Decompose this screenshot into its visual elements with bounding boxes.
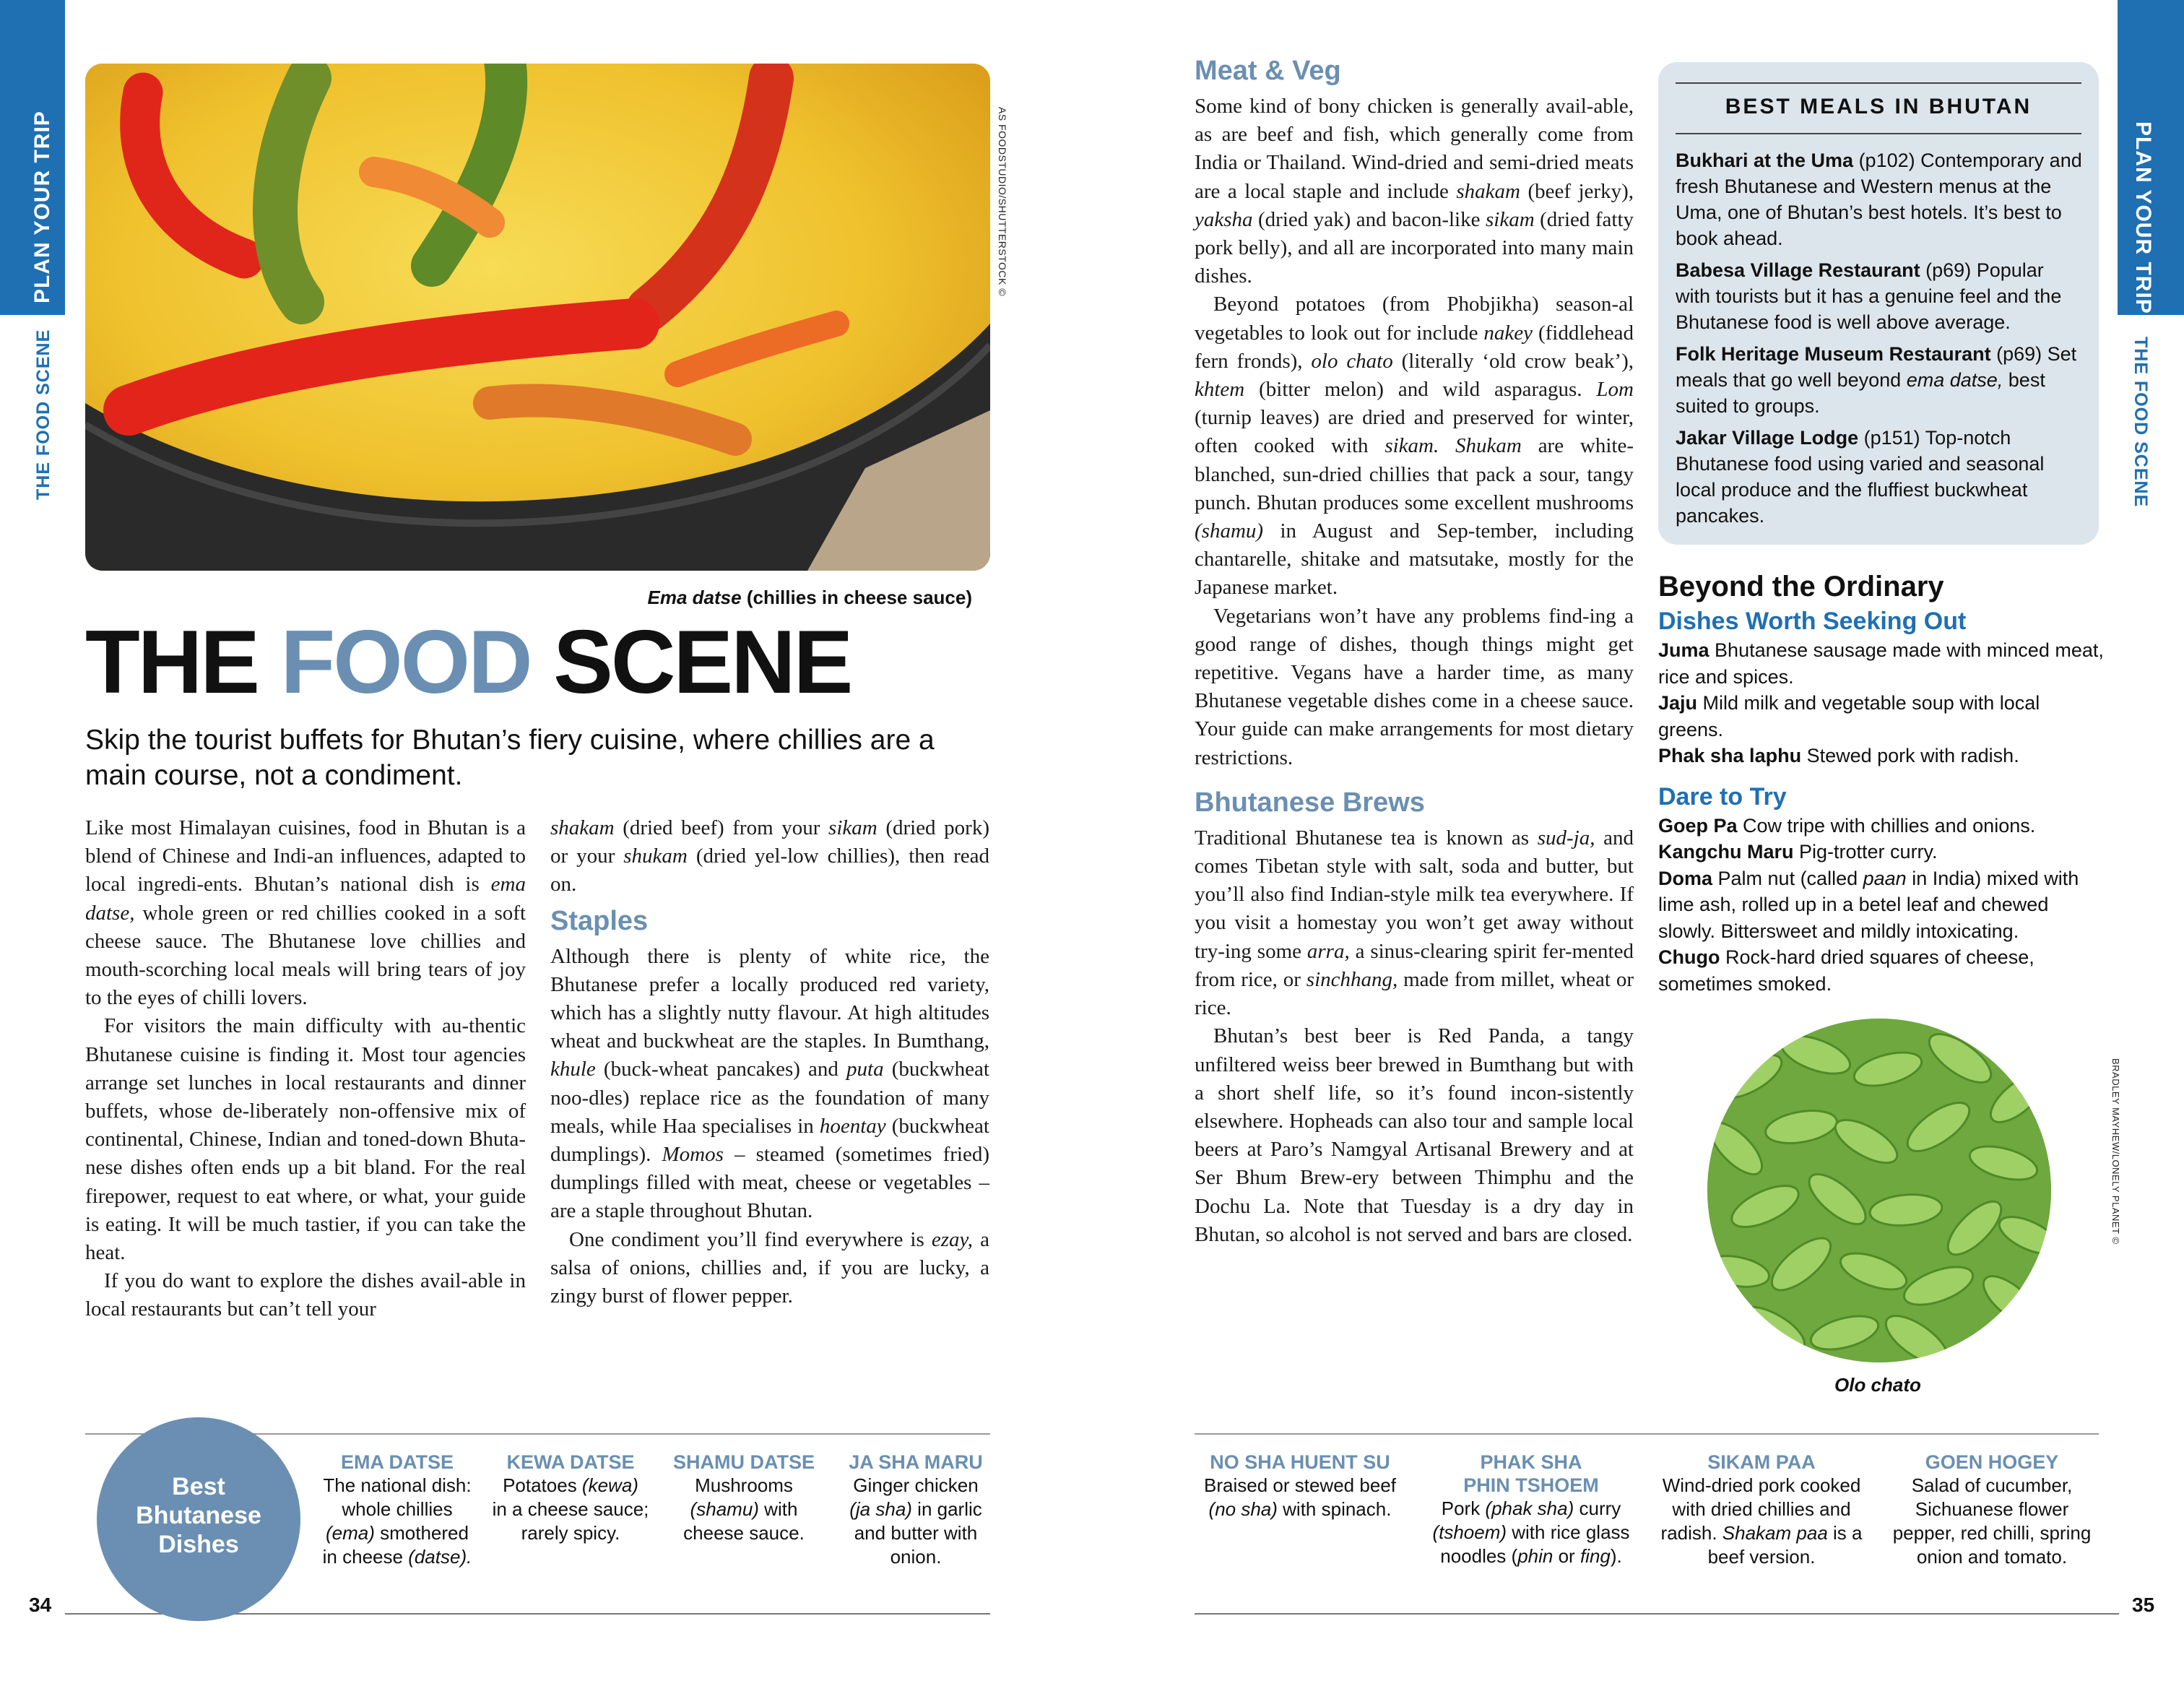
ema-datse-photo [85,64,990,571]
paragraph: Although there is plenty of white rice, the Bhutanese prefer a locally produced red variety, which has a slightly nutty flavour. At high altitudes wheat and buckwheat are the staples. In Bumthang, khule (buck-wheat pancakes) and puta (buckwheat noo-dles) replace rice as the foundation of many meals, while Haa specialises in hoentay (buckwheat dumplings). Momos – steamed (sometimes fried) dumplings filled with meat, cheese or vegetables – are a staple throughout Bhutan. [550,944,989,1223]
left-section-label: THE FOOD SCENE [33,329,53,500]
dish-description: Mushrooms (shamu) with cheese sauce. [683,1474,805,1544]
photo-credit-main: AS FOODSTUDIO/SHUTTERSTOCK © [997,107,1008,297]
photo-caption-main [648,587,972,609]
ema-datse-illustration [85,64,990,571]
paragraph: One condiment you’ll find everywhere is ezay, a salsa of onions, chillies and, if you are lucky, a zingy burst of flower pepper. [550,1227,989,1308]
body-column-1 [85,814,526,1324]
right-tab-label: PLAN YOUR TRIP [2131,121,2155,314]
paragraph: Like most Himalayan cuisines, food in Bhutan is a blend of Chinese and Indi-an influences, adapted to local ingredi-ents. Bhutan’s national dish is ema datse, whole green or red chillies cooked in a soft cheese sauce. The Bhutanese love chillies and mouth-scorching local meals will bring tears of joy to the eyes of chilli lovers. [85,816,526,1010]
heading-meat-veg: Meat & Veg [1195,56,1341,86]
dish-shamu-datse [659,1451,829,1545]
caption-rest: (chillies in cheese sauce) [741,587,972,608]
list-item: Goep Pa Cow tripe with chillies and onions. [1658,814,2036,837]
beyond-the-ordinary [1658,568,2106,997]
dish-description: The national dish: whole chillies (ema) smothered in cheese (datse). [322,1474,472,1568]
best-meals-title: BEST MEALS IN BHUTAN [1725,95,2032,118]
dish-name: SIKAM PAA [1707,1451,1816,1473]
photo-caption-olo [1834,1374,1921,1396]
list-item: Chugo Rock-hard dried squares of cheese, sometimes smoked. [1658,946,2034,995]
olo-chato-photo [1707,1019,2051,1362]
dish-name: JA SHA MARU [849,1451,983,1473]
dish-name: NO SHA HUENT SU [1210,1451,1390,1473]
page-title [85,613,852,712]
right-section-label: THE FOOD SCENE [2131,337,2151,508]
dish-goen-hogey [1882,1451,2102,1569]
page-number-left: 34 [29,1594,52,1616]
olo-chato-illustration [1707,1019,2051,1362]
dare-to-try-heading: Dare to Try [1658,782,1787,811]
paragraph: Beyond potatoes (from Phobjikha) season-al vegetables to look out for include nakey (fiddlehead fern fronds), olo chato (literally ‘old crow beak’), khtem (bitter melon) and wild asparagus. Lom (turnip leaves) are dried and preserved for winter, often cooked with sikam. Shukam are white-blanched, sun-dried chillies that pack a sour, tangy punch. Bhutan produces some excellent mushrooms (shamu) in August and Sep-tember, including chantarelle, shitake and matsutake, mostly for the Japanese market. [1195,293,1634,600]
best-meals-list [1676,147,2083,535]
dish-sikam-paa [1650,1451,1873,1569]
paragraph: Traditional Bhutanese tea is known as sud-ja, and comes Tibetan style with salt, soda and butter, but you’ll also find Indian-style milk tea everywhere. If you visit a homestay you won’t get away without try-ing some arra, a sinus-clearing spirit fer-mented from rice, or sinchhang, made from millet, wheat or rice. [1195,826,1634,1020]
page-number-right: 35 [2132,1594,2155,1616]
dish-name: SHAMU DATSE [672,1451,815,1473]
list-item: Babesa Village Restaurant (p69) Popular with tourists but it has a genuine feel and the Bhutanese food is well above average. [1676,259,2062,333]
dish-name: EMA DATSE [340,1451,454,1473]
dish-description: Salad of cucumber, Sichuanese flower pepper, red chilli, spring onion and tomato. [1892,1474,2092,1568]
list-item: Kangchu Maru Pig-trotter curry. [1658,841,1938,863]
strip-rule-right-bottom [1195,1613,2119,1615]
dish-description: Pork (phak sha) curry (tshoem) with rice glass noodles (phin or fing). [1432,1498,1630,1567]
list-item: Phak sha laphu Stewed pork with radish. [1658,745,2019,766]
list-item: Juma Bhutanese sausage made with minced meat, rice and spices. [1658,639,2104,688]
best-dishes-badge [97,1417,300,1621]
heading-bhutanese-brews: Bhutanese Brews [1195,787,1425,818]
paragraph: If you do want to explore the dishes avail-able in local restaurants but can’t tell your [85,1269,526,1321]
title-word-the: THE [85,613,281,712]
dish-phak-sha-phin-tshoem [1416,1451,1647,1568]
list-item: Jakar Village Lodge (p151) Top-notch Bhutanese food using varied and seasonal local produce and the fluffiest buckwheat pancakes. [1676,427,2045,527]
title-word-scene: SCENE [530,613,852,712]
photo-credit-olo: BRADLEY MAYHEW/LONELY PLANET © [2110,1058,2121,1245]
dish-no-sha-huent-su [1199,1451,1401,1521]
dish-description: Wind-dried pork cooked with dried chillies and radish. Shakam paa is a beef version. [1660,1474,1863,1568]
dish-ema-datse [311,1451,484,1569]
body-column-3 [1195,53,1634,1249]
badge-text: Best Bhutanese Dishes [136,1473,261,1558]
paragraph: shakam (dried beef) from your sikam (dried pork) or your shukam (dried yel-low chillies), then read on. [550,816,989,896]
paragraph: Bhutan’s best beer is Red Panda, a tangy unfiltered weiss beer brewed in Bumthang but with a short shelf life, so it’s found incon-sistently elsewhere. Hopheads can also tour and sample local beers at Paro’s Namgyal Artisanal Brewery and at Ser Bhum Brew-ery between Thimphu and the Dochu La. Note that Tuesday is a dry day in Bhutan, so alcohol is not served and bars are closed. [1195,1024,1634,1246]
paragraph: For visitors the main difficulty with au-thentic Bhutanese cuisine is finding it. Most tour agencies arrange set lunches in local restaurants and dinner buffets, whose de-liberately non-offensive mix of continental, Chinese, Indian and toned-down Bhuta-nese dishes often ends up a bit bland. For the real firepower, request to eat where, or what, your guide is eating. It will be much tastier, if you can take the heat. [85,1014,526,1265]
list-item: Bukhari at the Uma (p102) Contemporary and fresh Bhutanese and Western menus at the Uma, one of Bhutan’s best hotels. It’s best to book ahead. [1676,150,2082,249]
beyond-title: Beyond the Ordinary [1658,571,1944,602]
caption-italic-dish: Ema datse [647,587,742,608]
best-meals-box [1658,62,2099,545]
strip-rule-right-top [1195,1433,2099,1435]
dish-ja-sha-maru [831,1451,1001,1569]
box-rule-bottom [1676,133,2081,134]
dish-description: Braised or stewed beef (no sha) with spinach. [1204,1474,1396,1520]
page-subtitle: Skip the tourist buffets for Bhutan’s fiery cuisine, where chillies are a main course, not a condiment. [85,725,935,791]
box-rule-top [1676,82,2081,84]
body-column-2 [550,814,989,1310]
paragraph: Some kind of bony chicken is generally avail-able, as are beef and fish, which generally come from India or Thailand. Wind-dried and semi-dried meats are a local staple and include shakam (beef jerky), yaksha (dried yak) and bacon-like sikam (dried fatty pork belly), and all are incorporated into many main dishes. [1195,95,1634,288]
dish-description: Potatoes (kewa) in a cheese sauce; rarely spicy. [492,1474,649,1544]
dish-kewa-datse [485,1451,656,1545]
dish-name: KEWA DATSE [506,1451,635,1473]
dish-description: Ginger chicken (ja sha) in garlic and butter with onion. [849,1474,982,1568]
list-item: Doma Palm nut (called paan in India) mixed with lime ash, rolled up in a betel leaf and chewed slowly. Bittersweet and mildly intoxicating. [1658,867,2079,942]
list-item: Jaju Mild milk and vegetable soup with local greens. [1658,692,2040,740]
dishes-worth-heading: Dishes Worth Seeking Out [1658,608,1967,635]
left-tab-label: PLAN YOUR TRIP [30,111,54,303]
dish-name: PHAK SHA PHIN TSHOEM [1463,1451,1599,1496]
caption-olo-text: Olo chato [1834,1374,1921,1396]
dish-name: GOEN HOGEY [1925,1451,2059,1473]
heading-staples: Staples [550,905,649,936]
title-word-food: FOOD [280,613,531,712]
list-item: Folk Heritage Museum Restaurant (p69) Set meals that go well beyond ema datse, best suited to groups. [1676,343,2077,417]
paragraph: Vegetarians won’t have any problems find-ing a good range of dishes, though things might get repetitive. Vegans have a harder time, as many Bhutanese vegetable dishes come in a cheese sauce. Your guide can make arrangements for most dietary restrictions. [1195,604,1634,769]
